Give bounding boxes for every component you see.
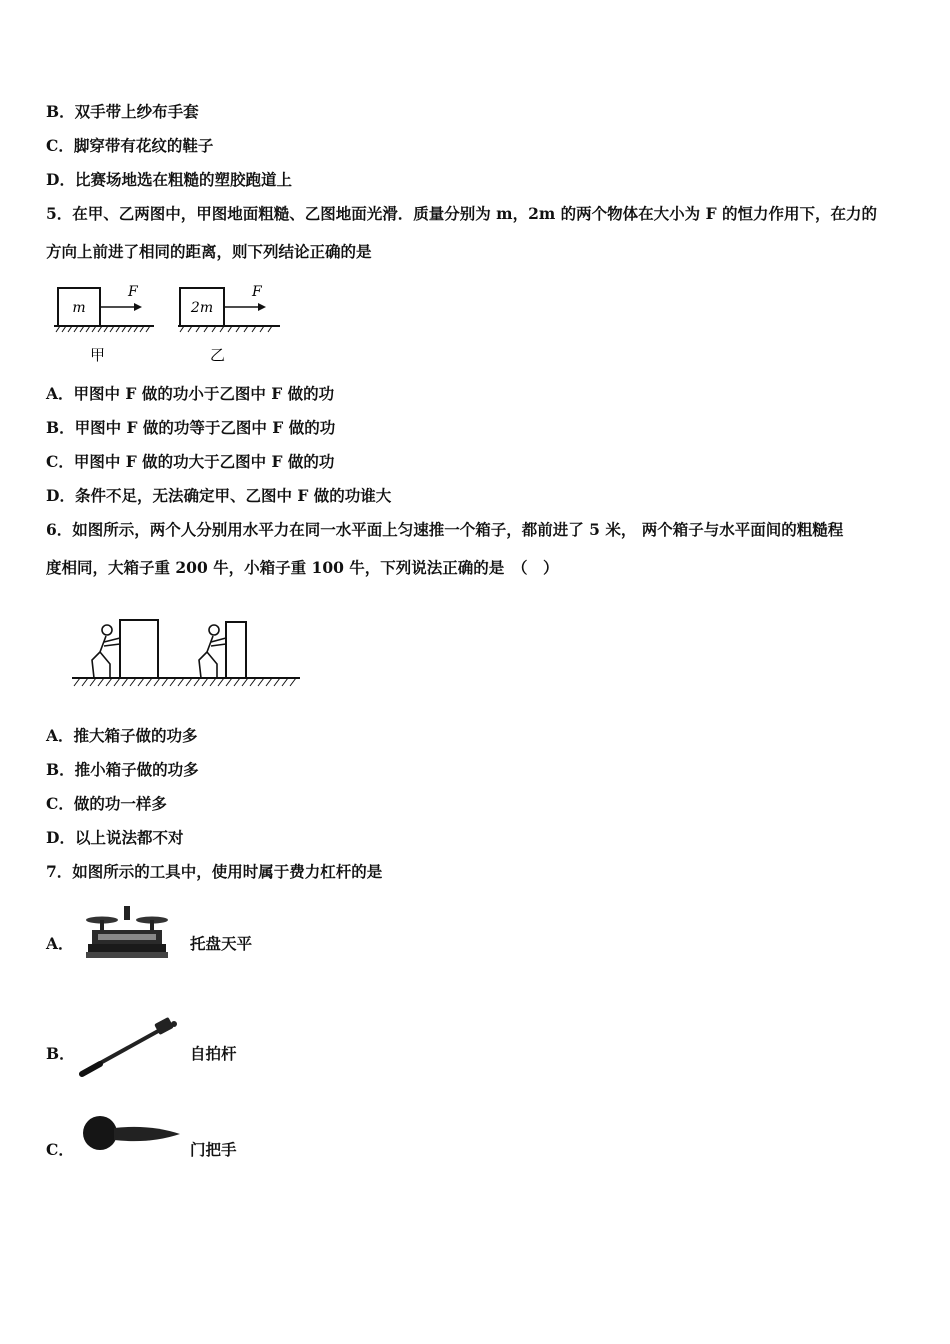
- q5-figure-left: [54, 284, 154, 364]
- q6-option-a: A．推大箱子做的功多: [46, 726, 198, 745]
- q5-stem-line1: 5．在甲、乙两图中，甲图地面粗糙、乙图地面光滑．质量分别为 m，2m 的两个物体在大小为 F 的恒力作用下，在力的: [46, 204, 877, 223]
- q5-option-c: C．甲图中 F 做的功大于乙图中 F 做的功: [46, 452, 335, 471]
- q6-stem-line1: 6．如图所示，两个人分别用水平力在同一水平面上匀速推一个箱子，都前进了 5 米， 两个箱子与水平面间的粗糙程: [46, 520, 844, 539]
- q5-option-a: A．甲图中 F 做的功小于乙图中 F 做的功: [46, 384, 335, 403]
- q5-option-d: D．条件不足，无法确定甲、乙图中 F 做的功谁大: [46, 486, 392, 505]
- balance-scale-icon: [84, 902, 170, 964]
- q7-option-b-letter: B．: [46, 1044, 75, 1063]
- q6-option-c: C．做的功一样多: [46, 794, 167, 813]
- q7-option-a-label: 托盘天平: [190, 934, 253, 953]
- q5-figure: [48, 280, 288, 370]
- q7-option-b-label: 自拍杆: [190, 1044, 237, 1063]
- q5-figure-right: [178, 284, 280, 364]
- q6-figure: [70, 614, 302, 694]
- q7-stem: 7．如图所示的工具中，使用时属于费力杠杆的是: [46, 862, 383, 881]
- q6-option-b: B．推小箱子做的功多: [46, 760, 199, 779]
- q5-left-force-label: F: [128, 284, 138, 300]
- q6-small-box-pusher: [199, 622, 246, 678]
- q5-right-caption: 乙: [210, 346, 226, 364]
- q5-left-mass-label: m: [72, 300, 86, 316]
- q5-right-force-label: F: [252, 284, 262, 300]
- door-handle-icon: [80, 1112, 184, 1154]
- q5-right-mass-label: 2m: [190, 300, 214, 316]
- selfie-stick-icon: [78, 1014, 182, 1078]
- q5-stem-line2: 方向上前进了相同的距离，则下列结论正确的是: [46, 242, 372, 261]
- q4-option-c: C．脚穿带有花纹的鞋子: [46, 136, 214, 155]
- q5-option-b: B．甲图中 F 做的功等于乙图中 F 做的功: [46, 418, 336, 437]
- q7-option-a-letter: A．: [46, 934, 74, 953]
- q6-big-box-pusher: [92, 620, 158, 678]
- q7-option-c-label: 门把手: [190, 1140, 237, 1159]
- q5-left-caption: 甲: [90, 346, 106, 364]
- q6-option-d: D．以上说法都不对: [46, 828, 184, 847]
- q4-option-d: D．比赛场地选在粗糙的塑胶跑道上: [46, 170, 292, 189]
- q6-stem-line2: 度相同，大箱子重 200 牛，小箱子重 100 牛，下列说法正确的是 （ ）: [46, 558, 559, 577]
- q7-option-c-letter: C．: [46, 1140, 74, 1159]
- q4-option-b: B．双手带上纱布手套: [46, 102, 199, 121]
